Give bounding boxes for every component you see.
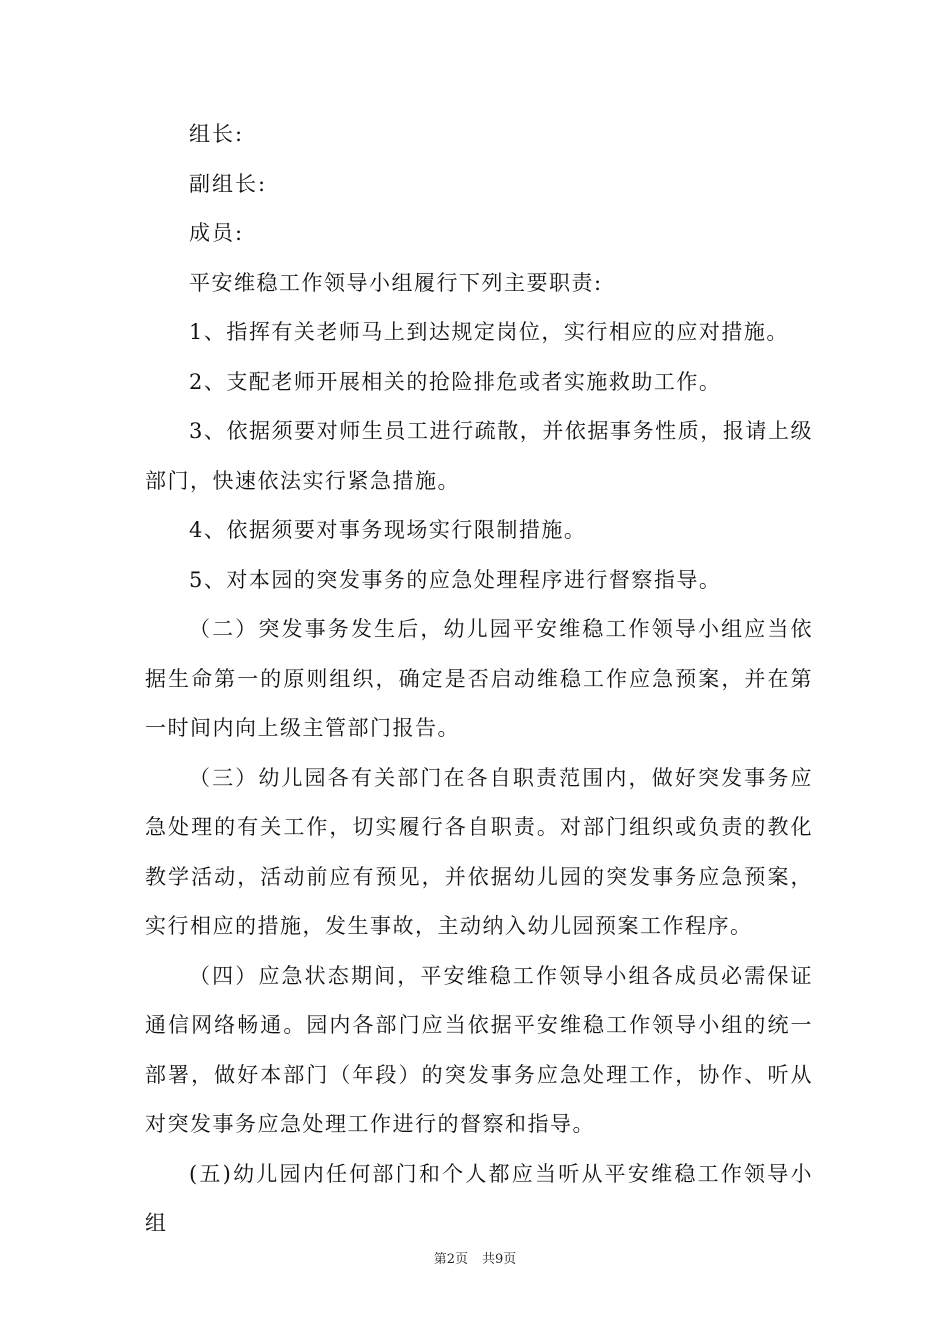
duty-item-2: 2、支配老师开展相关的抢险排危或者实施救助工作。 <box>189 369 722 394</box>
section-5-paragraph: (五)幼儿园内任何部门和个人都应当听从平安维稳工作领导小组 <box>145 1161 813 1235</box>
section-2-paragraph: （二）突发事务发生后，幼儿园平安维稳工作领导小组应当依据生命第一的原则组织，确定是否启动维稳工作应急预案，并在第一时间内向上级主管部门报告。 <box>145 617 813 740</box>
duty-item-4: 4、依据须要对事务现场实行限制措施。 <box>189 518 587 542</box>
duty-item-5: 5、对本园的突发事务的应急处理程序进行督察指导。 <box>189 567 722 592</box>
page-number: 第2页 <box>433 1252 468 1267</box>
duties-heading: 平安维稳工作领导小组履行下列主要职责: <box>189 270 603 295</box>
section-3-paragraph: （三）幼儿园各有关部门在各自职责范围内，做好突发事务应急处理的有关工作，切实履行各自职责。对部门组织或负责的教化教学活动，活动前应有预见，并依据幼儿园的突发事务应急预案，实行相应的措施，发生事故，主动纳入幼儿园预案工作程序。 <box>145 765 813 938</box>
section-4-paragraph: （四）应急状态期间，平安维稳工作领导小组各成员必需保证通信网络畅通。园内各部门应当依据平安维稳工作领导小组的统一部署，做好本部门（年段）的突发事务应急处理工作，协作、听从对突发事务应急处理工作进行的督察和指导。 <box>145 963 813 1136</box>
page-total: 共9页 <box>482 1252 517 1267</box>
members-line: 成员: <box>189 221 245 245</box>
duty-item-1: 1、指挥有关老师马上到达规定岗位，实行相应的应对措施。 <box>189 320 789 344</box>
deputy-leader-line: 副组长: <box>189 171 268 196</box>
duty-item-3: 3、依据须要对师生员工进行疏散，并依据事务性质，报请上级部门，快速依法实行紧急措施。 <box>145 419 813 493</box>
leader-line: 组长: <box>189 122 245 146</box>
document-body <box>145 110 813 1249</box>
page-footer <box>0 1248 950 1267</box>
